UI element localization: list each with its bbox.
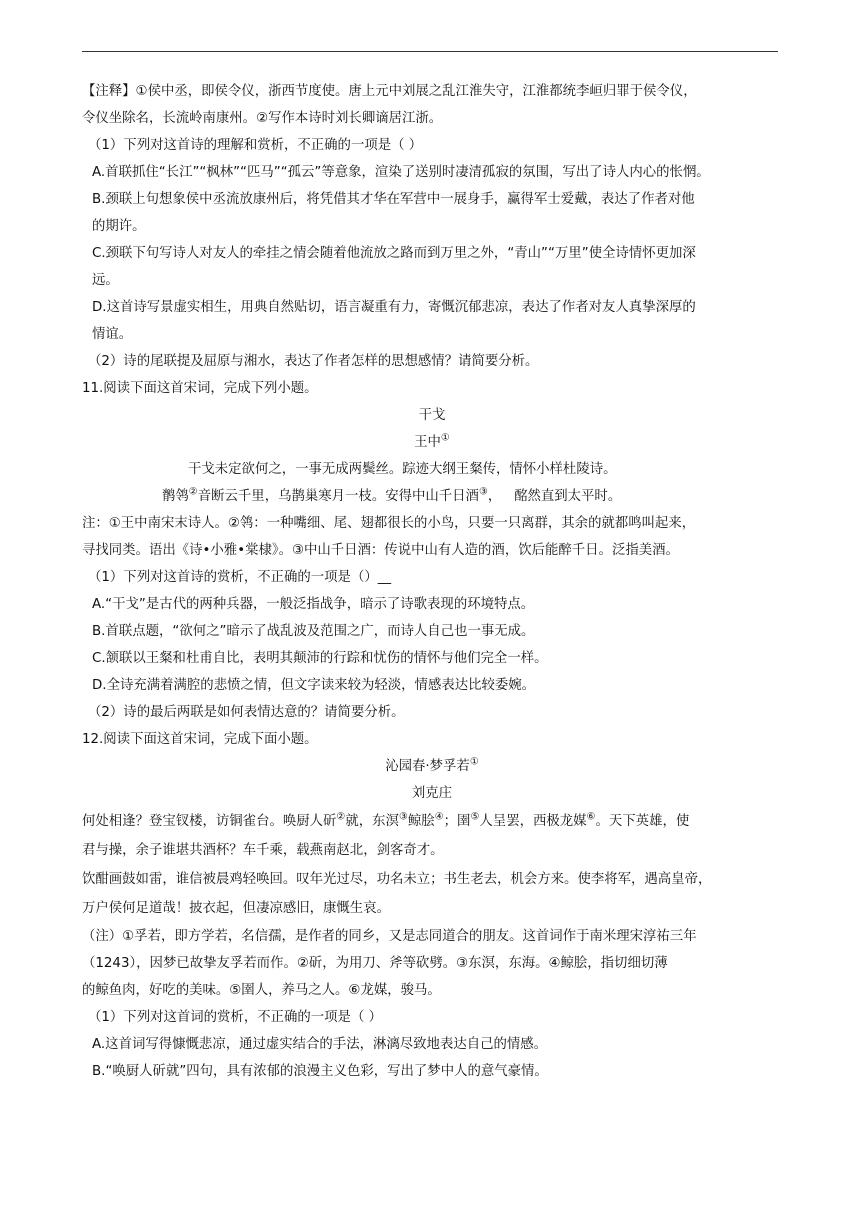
q11-intro: 11.阅读下面这首宋词，完成下列小题。 [82,381,318,396]
q10-option-b-line-1: B.颈联上句想象侯中丞流放康州后，将凭借其才华在军营中一展身手，赢得军士爱戴，表达了作者对他 [92,192,695,207]
q10-option-a: A.首联抓住“长江”“枫林”“匹马”“孤云”等意象，渲染了送别时凄清孤寂的氛围，写出了诗人内心的怅惘。 [92,165,710,180]
q10-option-b-line-2: 的期许。 [92,219,146,234]
question-10-block [82,78,782,375]
q12-note-line-1: （注）①孚若，即方学若，名信孺，是作者的同乡，又是志同道合的朋友。这首词作于南米理宋淳祐三年 [82,929,697,944]
q12-verse-2-line-2: 万户侯何足道哉！披衣起，但凄凉感旧，康慨生哀。 [82,901,390,916]
q12-note-line-3: 的鲸鱼肉，好吃的美味。⑤圉人，养马之人。⑥龙媒，骏马。 [82,983,441,998]
q11-subquestion-2: （2）诗的最后两联是如何表情达意的？请简要分析。 [88,705,405,720]
q10-option-c-line-2: 远。 [92,273,119,288]
question-11-block [82,375,782,726]
q11-subquestion-1: （1）下列对这首诗的赏析，不正确的一项是（）__ [88,570,392,585]
q10-note-line-2: 令仪坐除名，长流岭南康州。②写作本诗时刘长卿谪居江浙。 [82,111,443,126]
q11-poem-title: 干戈 [418,408,446,423]
q11-option-c: C.颔联以王粲和杜甫自比，表明其颠沛的行踪和忧伤的情怀与他们完全一样。 [92,651,548,666]
q11-poem-line-2: 鹡鸰②音断云千里，乌鹊巢寒月一枝。安得中山千日酒③， 酩然直到太平时。 [162,486,622,504]
q12-option-a: A.这首词写得慷慨悲凉，通过虚实结合的手法，淋漓尽致地表达自己的情感。 [92,1037,548,1052]
q10-option-d-line-1: D.这首诗写景虚实相生，用典自然贴切，语言凝重有力，寄慨沉郁悲凉，表达了作者对友人真挚深厚的 [92,300,696,315]
q11-note-line-2: 寻找同类。语出《诗•小雅•棠棣》。③中山千日酒：传说中山有人造的酒，饮后能醉千日。泛指美酒。 [82,543,679,558]
q12-subquestion-1: （1）下列对这首词的赏析，不正确的一项是（ ） [88,1010,382,1025]
q10-note-line-1: 【注释】①侯中丞，即侯令仪，浙西节度使。唐上元中刘展之乱江淮失守，江淮都统李峘归罪于侯令仪， [82,84,697,99]
q12-poem-title: 沁园春·梦孚若① [385,756,479,774]
q12-poem-author: 刘克庄 [411,786,453,801]
q12-verse-2-line-1: 饮酣画鼓如雷，谁信被晨鸡轻唤回。叹年光过尽，功名未立；书生老去，机会方来。使李将军，遇高皇帝， [82,872,712,887]
question-12-block [82,726,782,1085]
q12-option-b: B.“唤厨人斫就”四句，具有浓郁的浪漫主义色彩，写出了梦中人的意气豪情。 [92,1064,548,1079]
q12-verse-1-line-2: 君与操，余子谁堪共酒杯？车千乘，载燕南赵北，剑客奇才。 [82,843,444,858]
q10-subquestion-2: （2）诗的尾联提及屈原与湘水，表达了作者怎样的思想感情？请简要分析。 [88,354,539,369]
q11-option-d: D.全诗充满着满腔的悲愤之情，但文字读来较为轻淡，情感表达比较委婉。 [92,678,536,693]
q12-note-line-2: （1243），因梦已故挚友孚若而作。②斫，为用刀、斧等砍劈。③东溟，东海。④鲸脍，指切细切薄 [82,956,668,971]
q11-poem-line-1: 干戈未定欲何之，一事无成两鬓丝。踪迹大纲王粲传，情怀小样杜陵诗。 [188,462,617,477]
q11-poem-author: 王中① [414,432,450,450]
header-rule [82,51,778,52]
q10-option-c-line-1: C.颈联下句写诗人对友人的牵挂之情会随着他流放之路而到万里之外，“青山”“万里”使全诗情怀更加深 [92,246,696,261]
document-body [82,78,782,1085]
q11-note-line-1: 注：①王中南宋末诗人。②鸰：一种嘴细、尾、翅都很长的小鸟，只要一只离群，其余的就都鸣叫起来， [82,516,696,531]
q10-option-d-line-2: 情谊。 [92,327,133,342]
q10-subquestion-1: （1）下列对这首诗的理解和赏析，不正确的一项是（ ） [88,138,423,153]
q12-verse-1-line-1: 何处相逢？登宝钗楼，访铜雀台。唤厨人斫②就，东溟③鲸脍④；圉⑤人呈罢，西极龙媒⑥。天下英雄，使 [82,811,690,829]
q11-option-b: B.首联点题，“欲何之”暗示了战乱波及范围之广，而诗人自己也一事无成。 [92,624,535,639]
q11-option-a: A.“干戈”是古代的两种兵器，一般泛指战争，暗示了诗歌表现的环境特点。 [92,597,535,612]
q12-intro: 12.阅读下面这首宋词，完成下面小题。 [82,732,318,747]
